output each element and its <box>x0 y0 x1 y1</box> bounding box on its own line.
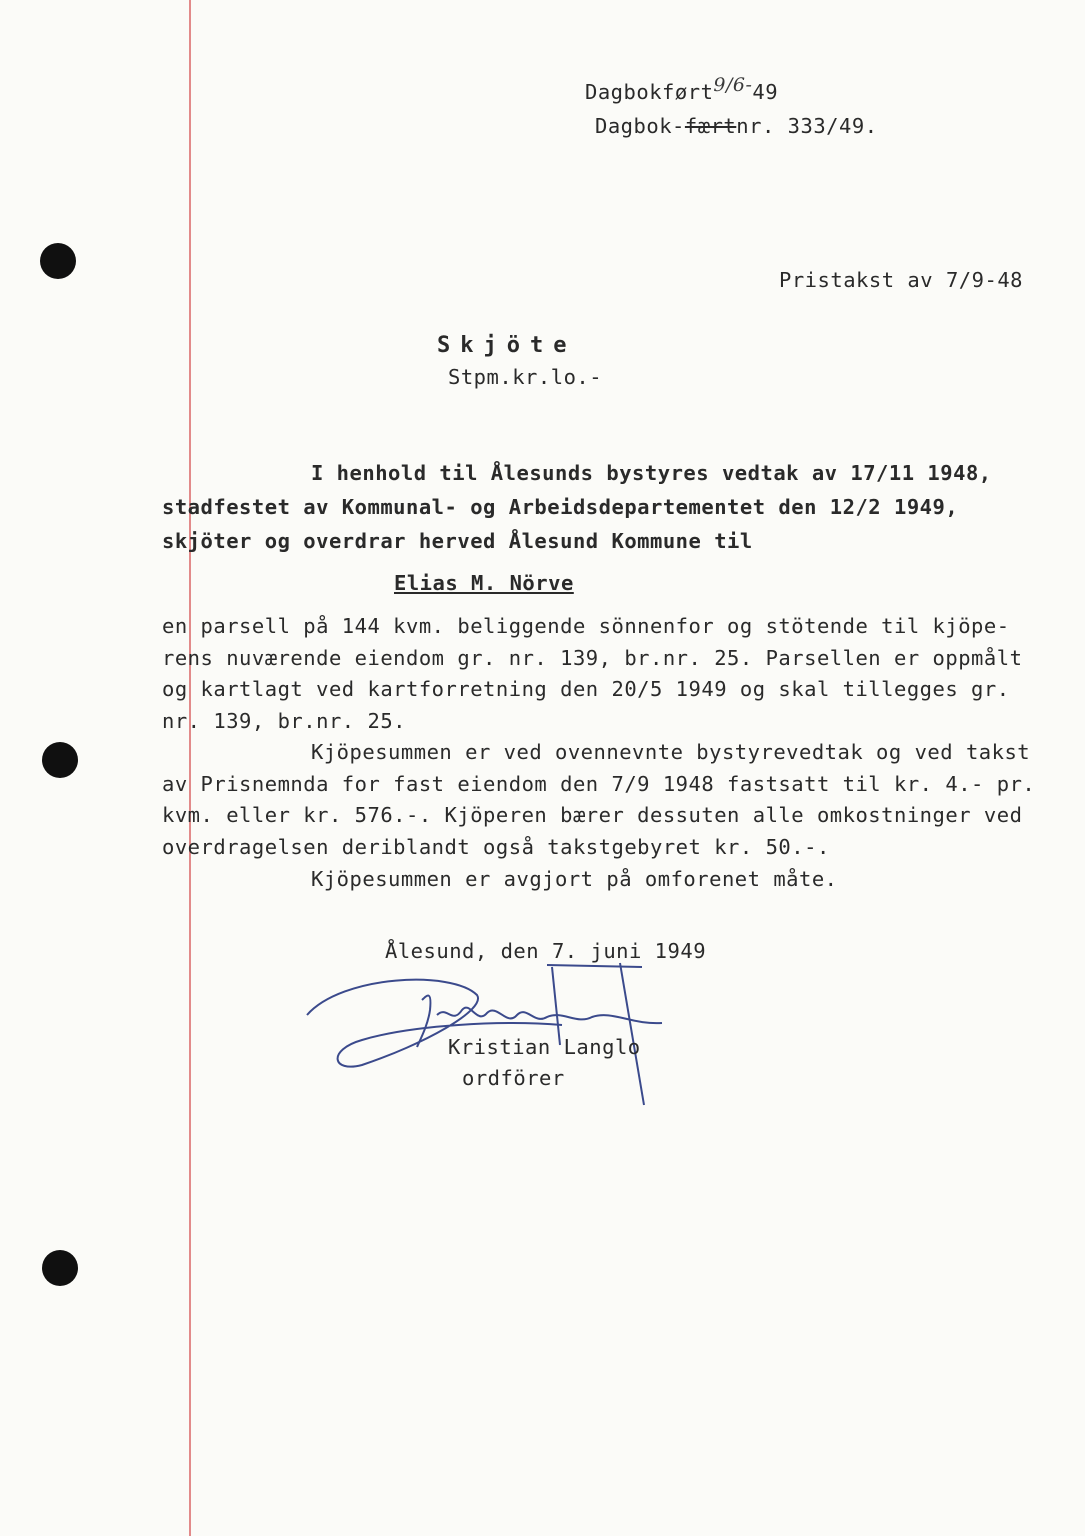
dagbok-nr-struck-text: fært <box>684 114 737 138</box>
dagbok-fort-year: 49 <box>752 80 779 104</box>
dagbok-fort-date: 9/6- <box>713 74 753 96</box>
document-title: Skjöte <box>437 333 577 358</box>
body-line: I henhold til Ålesunds bystyres vedtak av 17/11 1948, <box>311 461 992 485</box>
body-line: en parsell på 144 kvm. beliggende sönnenfor og stötende til kjöpe- <box>162 614 1010 638</box>
signer-title: ordförer <box>462 1066 565 1090</box>
body-line: nr. 139, br.nr. 25. <box>162 709 406 733</box>
body-line: overdragelsen deriblandt også takstgebyret kr. 50.-. <box>162 835 830 859</box>
body-line: kvm. eller kr. 576.-. Kjöperen bærer dessuten alle omkostninger ved <box>162 803 1023 827</box>
body-line: Kjöpesummen er ved ovennevnte bystyrevedtak og ved takst <box>311 740 1031 764</box>
place-and-date: Ålesund, den 7. juni 1949 <box>385 939 707 963</box>
body-line: stadfestet av Kommunal- og Arbeidsdepartementet den 12/2 1949, <box>162 495 959 519</box>
body-line: rens nuværende eiendom gr. nr. 139, br.nr. 25. Parsellen er oppmålt <box>162 646 1023 670</box>
body-line: Kjöpesummen er avgjort på omforenet måte. <box>311 867 838 891</box>
dagbok-nr-label: Dagbok- <box>595 114 685 138</box>
red-margin-line <box>189 0 191 1536</box>
dagbok-fort-line <box>585 74 779 104</box>
grantee-name: Elias M. Nörve <box>394 571 574 595</box>
punch-hole <box>40 243 76 279</box>
signer-name: Kristian Langlo <box>448 1035 641 1059</box>
stamp-duty-note: Stpm.kr.lo.- <box>448 365 603 389</box>
dagbok-nr-value: nr. 333/49. <box>736 114 878 138</box>
punch-hole <box>42 1250 78 1286</box>
pristakst-line: Pristakst av 7/9-48 <box>779 268 1023 292</box>
body-line: og kartlagt ved kartforretning den 20/5 1949 og skal tillegges gr. <box>162 677 1010 701</box>
dagbok-nr-line <box>595 116 878 137</box>
punch-hole <box>42 742 78 778</box>
body-line: skjöter og overdrar herved Ålesund Kommune til <box>162 529 753 553</box>
body-line: av Prisnemnda for fast eiendom den 7/9 1948 fastsatt til kr. 4.- pr. <box>162 772 1036 796</box>
dagbok-fort-label: Dagbokført <box>585 80 714 104</box>
